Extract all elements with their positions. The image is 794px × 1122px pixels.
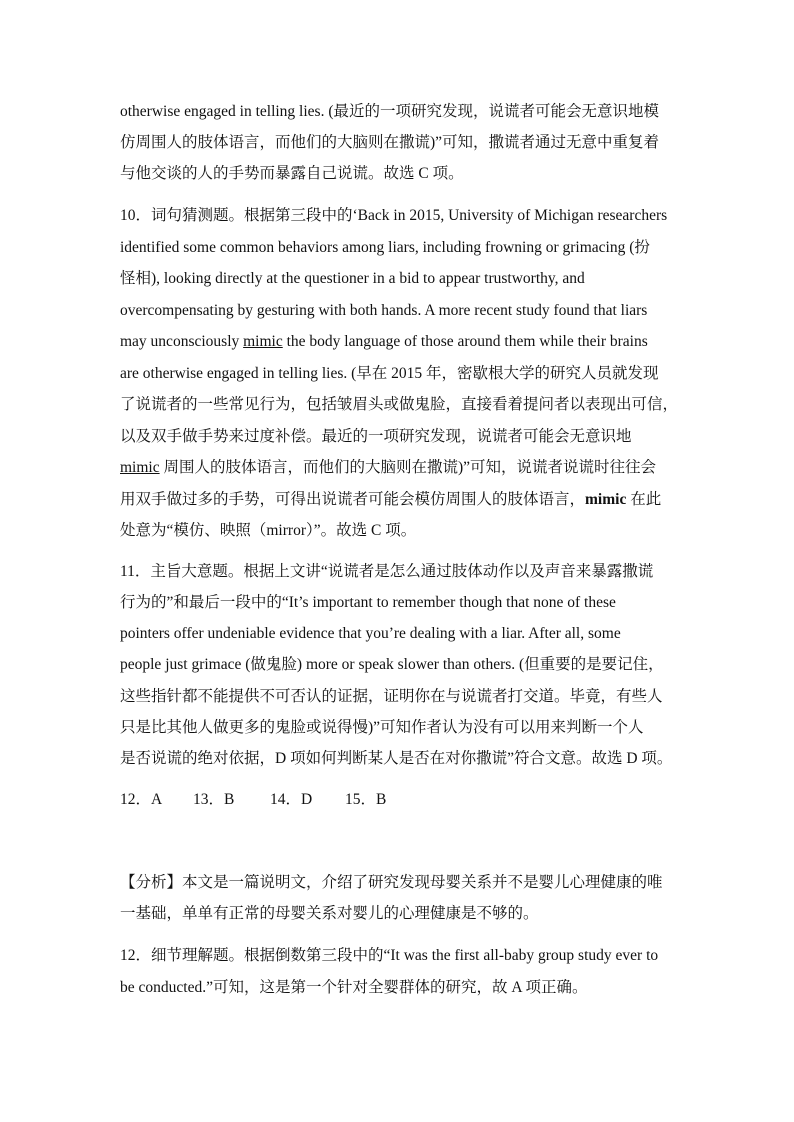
text-line: otherwise engaged in telling lies. (最近的一项研究发现，说谎者可能会无意识地模 [120,103,659,120]
text-span: the body language of those around them while their brains [282,333,648,350]
text-line: 怪相), looking directly at the questioner in a bid to appear trustworthy, and [120,270,585,287]
text-line: 一基础，单单有正常的母婴关系对婴儿的心理健康是不够的。 [120,905,539,922]
text-line: are otherwise engaged in telling lies. (早在 2015 年，密歇根大学的研究人员就发现 [120,365,659,382]
text-line [120,458,656,478]
text-line: 与他交谈的人的手势而暴露自己说谎。故选 C 项。 [120,165,464,182]
bold-word-mimic: mimic [585,491,627,508]
text-line: 仿周围人的肢体语言，而他们的大脑则在撒谎)”可知，撒谎者通过无意中重复着 [120,134,660,151]
answer-item: 15．B [345,791,387,808]
text-span: 用双手做过多的手势，可得出说谎者可能会模仿周围人的肢体语言， [120,491,586,508]
text-line: 10．词句猜测题。根据第三段中的‘Back in 2015, University of Michigan researchers [120,207,668,224]
text-line: 11．主旨大意题。根据上文讲“说谎者是怎么通过肢体动作以及声音来暴露撒谎 [120,563,654,580]
answer-item: 13．B [193,791,235,808]
text-line: 这些指针都不能提供不可否认的证据，证明你在与说谎者打交道。毕竟，有些人 [120,688,663,705]
text-line [120,490,661,510]
answer-item: 12．A [120,791,163,808]
text-span: may unconsciously [120,333,244,350]
underlined-word-mimic: mimic [243,333,283,350]
answer-item: 14．D [270,791,313,808]
text-line: overcompensating by gesturing with both hands. A more recent study found that liars [120,302,648,319]
text-line: 是否说谎的绝对依据，D 项如何判断某人是否在对你撒谎”符合文意。故选 D 项。 [120,750,673,767]
text-line: 12．细节理解题。根据倒数第三段中的“It was the first all-baby group study ever to [120,947,659,964]
text-line [120,332,648,352]
text-line: 处意为“模仿、映照（mirror）”。故选 C 项。 [120,522,417,539]
text-line: identified some common behaviors among liars, including frowning or grimacing (扮 [120,239,650,256]
text-span: 周围人的肢体语言，而他们的大脑则在撒谎)”可知，说谎者说谎时往往会 [159,459,657,476]
text-line: 以及双手做手势来过度补偿。最近的一项研究发现，说谎者可能会无意识地 [120,428,632,445]
text-line: 行为的”和最后一段中的“It’s important to remember though that none of these [120,594,616,611]
text-line: 只是比其他人做更多的鬼脸或说得慢)”可知作者认为没有可以用来判断一个人 [120,719,644,736]
text-line: pointers offer undeniable evidence that you’re dealing with a liar. After all, some [120,625,621,642]
text-span: 在此 [626,491,662,508]
text-line: be conducted.”可知，这是第一个针对全婴群体的研究，故 A 项正确。 [120,979,588,996]
text-line: 了说谎者的一些常见行为，包括皱眉头或做鬼脸，直接看着提问者以表现出可信， [120,396,679,413]
text-line: 【分析】本文是一篇说明文，介绍了研究发现母婴关系并不是婴儿心理健康的唯 [120,874,663,891]
underlined-word-mimic: mimic [120,459,160,476]
text-line: people just grimace (做鬼脸) more or speak slower than others. (但重要的是要记住， [120,656,664,673]
